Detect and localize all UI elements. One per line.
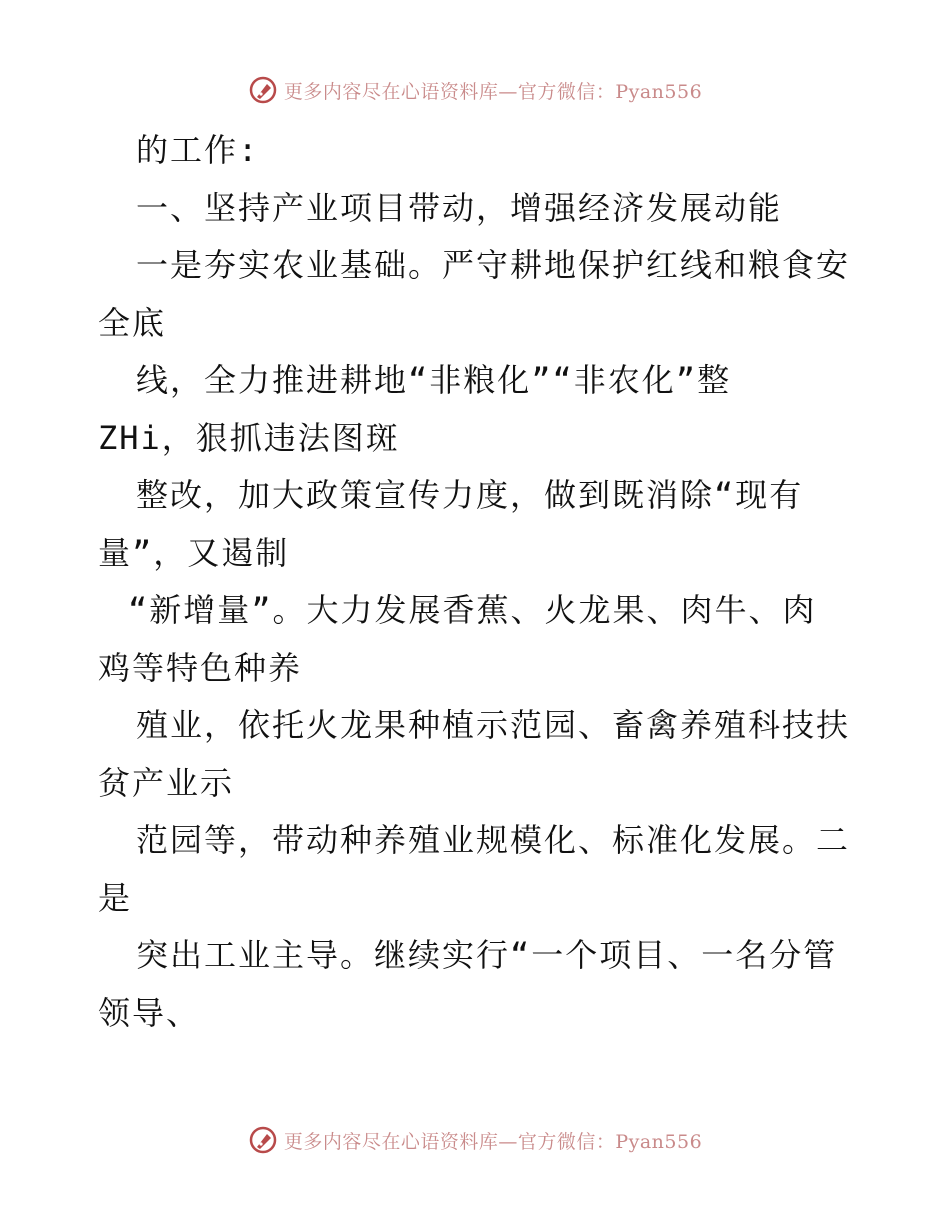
text-line: 的工作: [136,131,260,169]
text-line: “新增量”。大力发展香蕉、火龙果、肉牛、肉 [128,591,817,629]
text-line: 线，全力推进耕地“非粮化”“非农化”整 [136,361,732,399]
text-line: 量”，又遏制 [98,533,290,572]
text-line: 殖业，依托火龙果种植示范园、畜禽养殖科技扶 [136,706,851,744]
text-line: 一是夯实农业基础。严守耕地保护红线和粮食安 [136,246,851,284]
watermark-text: 更多内容尽在心语资料库—官方微信：Pyan556 [283,80,703,103]
text-line: ZHi，狠抓违法图斑 [98,418,400,457]
pen-nib-icon [248,1125,278,1155]
pen-nib-icon [248,75,278,105]
text-line: 范园等，带动种养殖业规模化、标准化发展。二 [136,821,851,859]
document-body [98,122,858,1042]
watermark-text: 更多内容尽在心语资料库—官方微信：Pyan556 [283,1130,703,1153]
text-line: 鸡等特色种养 [98,648,303,687]
text-line: 整改，加大政策宣传力度，做到既消除“现有 [136,476,804,514]
section-heading: 一、坚持产业项目带动，增强经济发展动能 [136,188,783,227]
text-line: 领导、 [98,993,201,1032]
text-line: 贫产业示 [98,763,235,802]
header-watermark [0,70,950,110]
footer-watermark [0,1120,950,1160]
text-line: 突出工业主导。继续实行“一个项目、一名分管 [136,936,838,974]
text-line: 是 [98,878,133,917]
text-line: 全底 [98,303,167,342]
